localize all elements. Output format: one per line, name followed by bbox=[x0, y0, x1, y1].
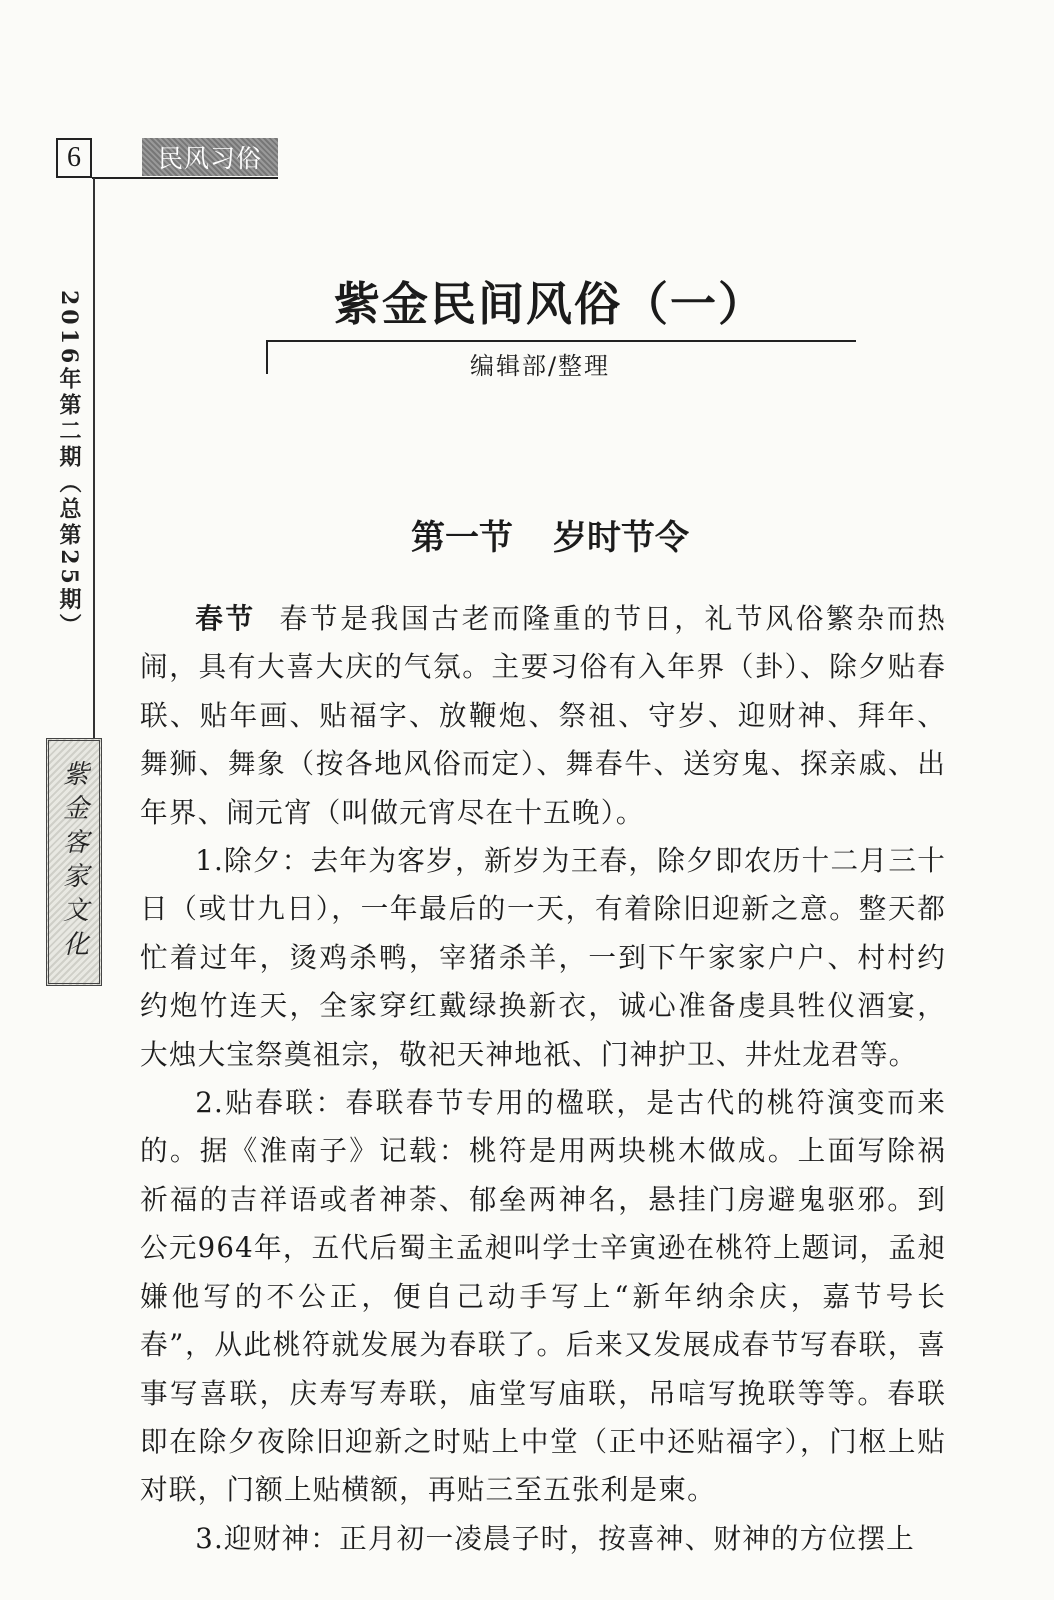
header-rule bbox=[92, 177, 278, 179]
magazine-seal-logo bbox=[46, 738, 102, 986]
section-heading-number: 第一节 bbox=[411, 518, 513, 558]
section-heading-title: 岁时节令 bbox=[553, 518, 689, 558]
issue-label: 2016年第二期（总第25期） bbox=[56, 290, 82, 640]
page-number: 6 bbox=[56, 138, 92, 178]
title-rule bbox=[266, 340, 856, 342]
paragraph-text: 春节是我国古老而隆重的节日，礼节风俗繁杂而热闹，具有大喜大庆的气氛。主要习俗有入年界（卦）、除夕贴春联、贴年画、贴福字、放鞭炮、祭祖、守岁、迎财神、拜年、舞狮、舞象（按各地风俗而定）、舞春牛、送穷鬼、探亲戚、出年界、闹元宵（叫做元宵尽在十五晚）。 bbox=[140, 602, 946, 829]
article-body bbox=[140, 595, 946, 1563]
side-divider-line bbox=[93, 178, 95, 758]
seal-logo-lettering: 紫金客家文化 bbox=[58, 760, 89, 964]
paragraph-welcoming-god-of-wealth: 3.迎财神：正月初一凌晨子时，按喜神、财神的方位摆上 bbox=[195, 1521, 915, 1555]
title-rule-tick bbox=[266, 340, 268, 374]
section-heading bbox=[280, 510, 820, 559]
paragraph-spring-couplets: 2.贴春联：春联春节专用的楹联，是古代的桃符演变而来的。据《淮南子》记载：桃符是用两块桃木做成。上面写除祸祈福的吉祥语或者神荼、郁垒两神名，悬挂门房避鬼驱邪。到公元964年，五代后蜀主孟昶叫学士辛寅逊在桃符上题词，孟昶嫌他写的不公正，便自己动手写上“新年纳余庆，嘉节号长春”，从此桃符就发展为春联了。后来又发展成春节写春联，喜事写喜联，庆寿写寿联，庙堂写庙联，吊唁写挽联等等。春联即在除夕夜除旧迎新之时贴上中堂（正中还贴福字），门枢上贴对联，门额上贴横额，再贴三至五张利是柬。 bbox=[140, 1086, 946, 1507]
paragraph-spring-festival bbox=[140, 595, 946, 837]
section-tag: 民风习俗 bbox=[142, 138, 278, 176]
article-byline: 编辑部/整理 bbox=[469, 352, 611, 380]
paragraph-lead: 春节 bbox=[195, 602, 256, 635]
paragraph-new-years-eve: 1.除夕：去年为客岁，新岁为王春，除夕即农历十二月三十日（或廿九日），一年最后的一天，有着除旧迎新之意。整天都忙着过年，烫鸡杀鸭，宰猪杀羊，一到下午家家户户、村村约约炮竹连天，全家穿红戴绿换新衣，诚心准备虔具牲仪酒宴，大烛大宝祭奠祖宗，敬祀天神地祇、门神护卫、井灶龙君等。 bbox=[140, 844, 946, 1071]
article-title: 紫金民间风俗（一） bbox=[334, 277, 766, 331]
